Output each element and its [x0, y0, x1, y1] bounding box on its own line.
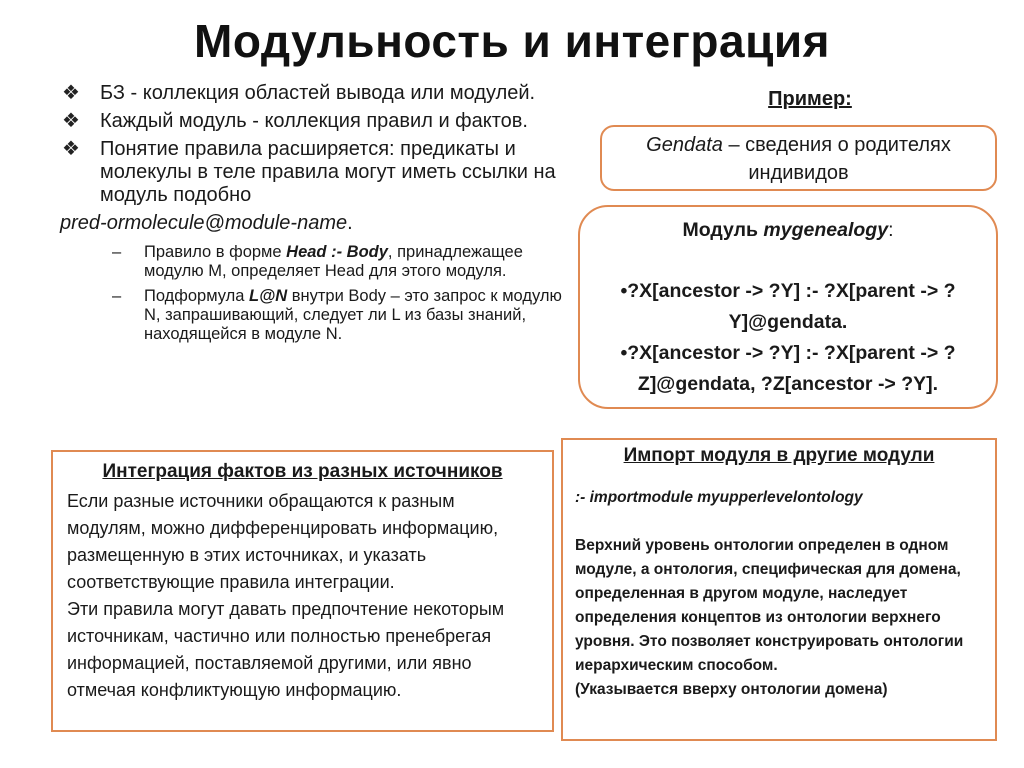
gendata-description: – сведения о родителях индивидов — [722, 134, 951, 184]
pred-line — [60, 212, 570, 235]
module-heading — [580, 215, 996, 246]
import-text: Верхний уровень онтологии определен в одном модуле, а онтология, специфическая для домена, определенная в другом модуле, наследует определения концептов из онтологии верхнего уровня. Это позволяет конструировать онтологии иерархическим способом. — [575, 537, 964, 674]
module-suffix: : — [888, 219, 894, 241]
diamond-bullet-icon: ❖ — [62, 82, 80, 104]
module-prefix: Модуль — [682, 219, 764, 241]
import-box — [561, 438, 997, 741]
bullet-item — [60, 82, 570, 105]
pred-syntax: pred-ormolecule@module-name — [60, 212, 348, 234]
sub-text: Правило в форме — [144, 243, 287, 261]
bullet-list — [60, 82, 570, 350]
sub-item — [60, 243, 570, 281]
module-rule: •?X[ancestor -> ?Y] :- ?X[parent -> ?Z]@gendata, ?Z[ancestor -> ?Y]. — [620, 342, 956, 395]
sub-code: L@N — [249, 287, 288, 305]
example-label: Пример: — [768, 88, 852, 110]
bullet-text: Понятие правила расширяется: предикаты и молекулы в теле правила могут иметь ссылки на модуль подобно — [100, 138, 556, 206]
dash-bullet-icon: – — [112, 243, 122, 261]
module-rule: •?X[ancestor -> ?Y] :- ?X[parent -> ?Y]@gendata. — [620, 280, 956, 333]
gendata-box — [600, 125, 997, 191]
module-box — [578, 205, 998, 409]
integration-text: Если разные источники обращаются к разным модулям, можно дифференцировать информацию, размещенную в этих источниках, и указать соответствующие правила интеграции. — [67, 491, 499, 592]
sub-text: внутри Body – это запрос к модулю N, запрашивающий, следует ли L из базы знаний, находящейся в модуле N. — [144, 287, 562, 343]
page-title: Модульность и интеграция — [194, 15, 830, 67]
dash-bullet-icon: – — [112, 287, 122, 305]
diamond-bullet-icon: ❖ — [62, 138, 80, 160]
bullet-text: Каждый модуль - коллекция правил и фактов. — [100, 110, 528, 132]
sub-code: Head :- Body — [286, 243, 388, 261]
integration-heading: Интеграция фактов из разных источников — [102, 461, 503, 482]
module-name: mygenealogy — [763, 219, 889, 241]
sub-text: , принадлежащее модулю M, определяет Head для этого модуля. — [144, 243, 523, 280]
bullet-text: БЗ - коллекция областей вывода или модулей. — [100, 82, 536, 104]
sub-item — [60, 287, 570, 344]
sub-text: Подформула — [144, 287, 250, 305]
integration-box — [51, 450, 554, 732]
import-heading: Импорт модуля в другие модули — [623, 445, 935, 466]
import-command: :- importmodule myupperlevelontology — [575, 489, 863, 506]
gendata-name: Gendata — [646, 134, 723, 156]
bullet-item — [60, 138, 570, 207]
bullet-item — [60, 110, 570, 133]
pred-line-end: . — [347, 212, 353, 234]
diamond-bullet-icon: ❖ — [62, 110, 80, 132]
import-note: (Указывается вверху онтологии домена) — [575, 681, 888, 698]
integration-text: Эти правила могут давать предпочтение некоторым источникам, частично или полностью пренебрегая информацией, поставляемой другими, или явно отмечая конфликтующую информацию. — [67, 599, 505, 700]
